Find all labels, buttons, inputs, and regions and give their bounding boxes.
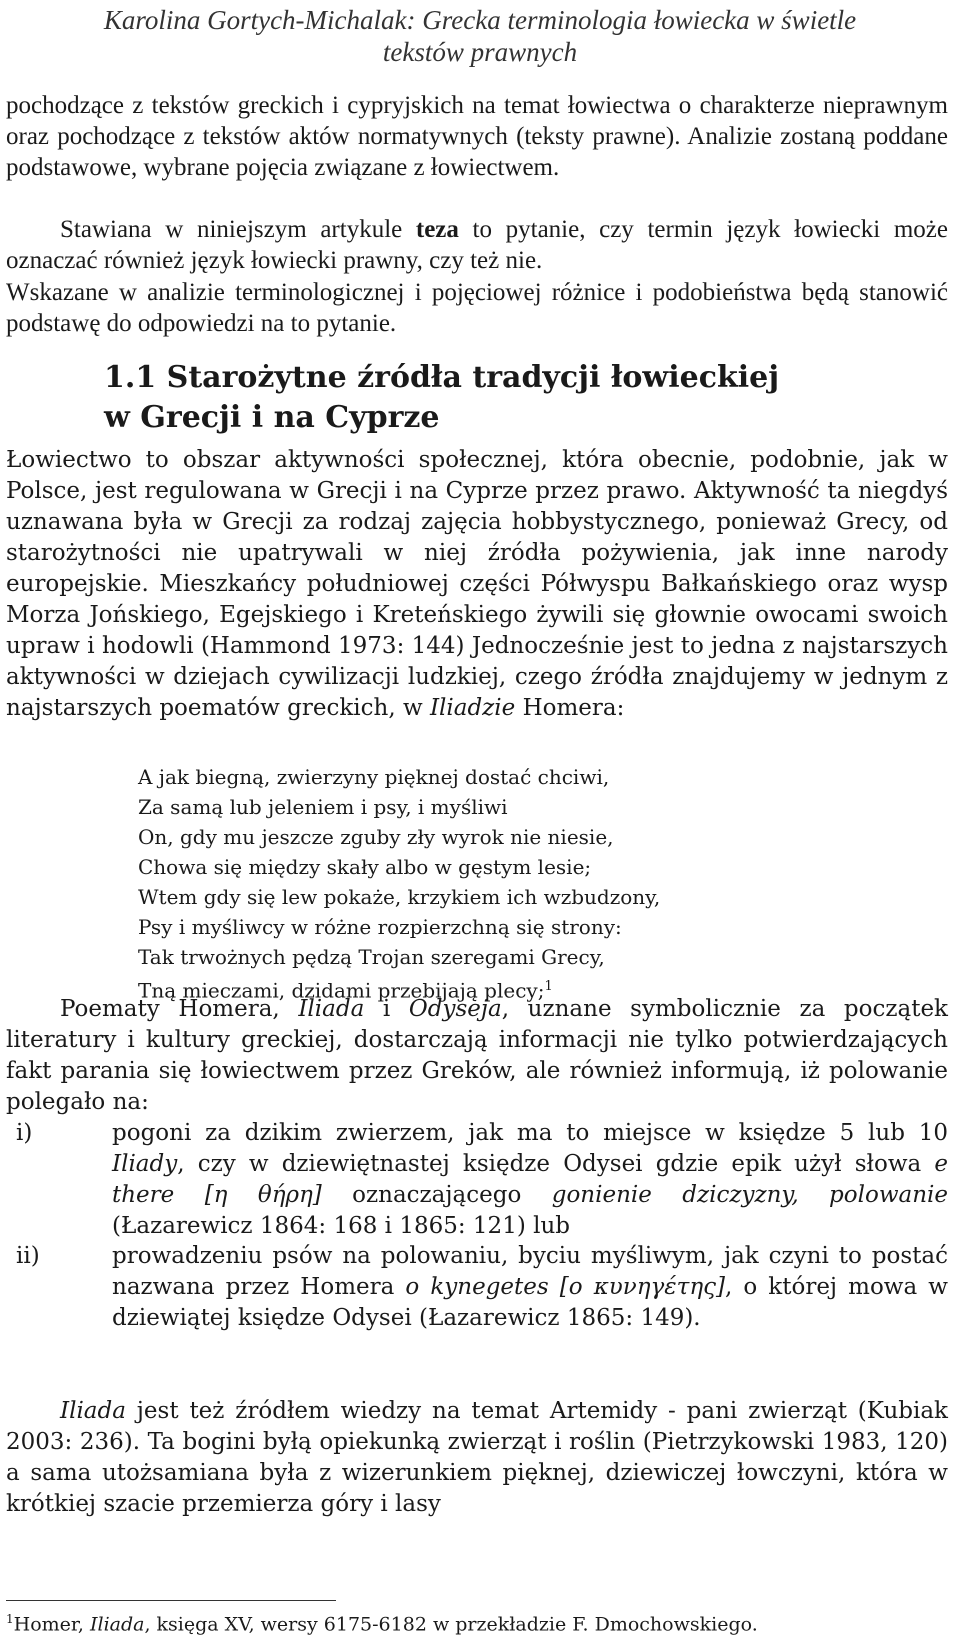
footnote-number: 1	[6, 1612, 14, 1626]
poem-line: Tak trwożnych pędzą Trojan szeregami Grecy,	[138, 945, 605, 969]
poem-quote	[138, 762, 938, 1006]
list-item: i) pogoni za dzikim zwierzem, jak ma to miejsce w księdze 5 lub 10 Iliady, czy w dziewiętnastej księdze Odysei gdzie epik użył słowa e there [η θήρη] oznaczającego gonienie dziczyzny, polowanie (Łazarewicz 1864: 168 i 1865: 121) lub	[16, 1120, 949, 1239]
body-paragraph-hunting: Łowiectwo to obszar aktywności społecznej, która obecnie, podobnie, jak w Polsce, jest regulowana w Grecji i na Cyprze przez prawo. Aktywność ta niegdyś uznawana była w Grecji za rodzaj zajęcia hobbystycznego, ponieważ Grecy, od starożytności nie upatrywali w niej źródła pożywienia, jak inne narody europejskie. Mieszkańcy południowej części Półwyspu Bałkańskiego oraz wysp Morza Jońskiego, Egejskiego i Kreteńskiego żywili się głownie owocami swoich upraw i hodowli (Hammond 1973: 144) Jednocześnie jest to jedna z najstarszych aktywności w dziejach cywilizacji ludzkiej, czego źródła znajdujemy w jednym z najstarszych poematów greckich, w Iliadzie Homera:	[6, 447, 948, 721]
poem-line: Tną mieczami, dzidami przebijają plecy;$^1$	[138, 978, 553, 1003]
poem-line: Wtem gdy się lew pokaże, krzykiem ich wzbudzony,	[138, 885, 661, 909]
section-heading	[104, 358, 948, 438]
list-marker: i)	[16, 1120, 33, 1146]
thesis-term: teza	[415, 216, 459, 243]
footnote: $^1$Homer, Iliada, księga XV, wersy 6175-6182 w przekładzie F. Dmochowskiego.	[6, 1612, 758, 1636]
running-header	[0, 4, 960, 68]
poem-line: On, gdy mu jeszcze zguby zły wyrok nie niesie,	[138, 825, 614, 849]
poem-line: Chowa się między skały albo w gęstym lesie;	[138, 855, 592, 879]
section-title-line-1: Starożytne źródła tradycji łowieckiej	[166, 360, 780, 395]
poem-line: A jak biegną, zwierzyny pięknej dostać chciwi,	[138, 765, 610, 789]
poem-line: Psy i myśliwcy w różne rozpierzchną się strony:	[138, 915, 622, 939]
body-paragraph-poems: Poematy Homera, Iliada i Odyseja, uznane symbolicznie za początek literatury i kultury greckiej, dostarczają informacji nie tylko potwierdzających fakt parania się łowiectwem przez Greków, ale również informują, iż polowanie polegało na:	[6, 996, 948, 1115]
list-marker: ii)	[16, 1243, 40, 1269]
list-item: ii) prowadzeniu psów na polowaniu, byciu myśliwym, jak czyni to postać nazwana przez Homera o kynegetes [ο κυνηγέτης], o której mowa w dziewiątej księdze Odysei (Łazarewicz 1865: 149).	[16, 1243, 948, 1331]
body-paragraph-artemis: Iliada jest też źródłem wiedzy na temat Artemidy - pani zwierząt (Kubiak 2003: 236). Ta bogini byłą opiekunką zwierząt i roślin (Pietrzykowski 1983, 120) a sama utożsamiana była z wizerunkiem pięknej, dziewiczej łowczyni, która w krótkiej szacie przemierza góry i lasy	[6, 1398, 948, 1517]
running-header-line-2: tekstów prawnych	[382, 37, 578, 67]
running-header-line-1: Karolina Gortych-Michalak: Grecka terminologia łowiecka w świetle	[103, 5, 857, 35]
intro-paragraph-2: Stawiana w niniejszym artykule teza to pytanie, czy termin język łowiecki może oznaczać również język łowiecki prawny, czy też nie.	[6, 216, 948, 274]
footnote-separator	[6, 1600, 336, 1601]
poem-line: Za samą lub jeleniem i psy, i myśliwi	[138, 795, 508, 819]
intro-paragraph-1: pochodzące z tekstów greckich i cypryjskich na temat łowiectwa o charakterze nieprawnym oraz pochodzące z tekstów aktów normatywnych (teksty prawne). Analizie zostaną poddane podstawowe, wybrane pojęcia związane z łowiectwem.	[6, 92, 948, 181]
intro-paragraph-3: Wskazane w analizie terminologicznej i pojęciowej różnice i podobieństwa będą stanowić podstawę do odpowiedzi na to pytanie.	[6, 279, 948, 337]
section-title-line-2: w Grecji i na Cyprze	[104, 400, 440, 435]
section-number: 1.1	[104, 360, 157, 395]
footnote-reference[interactable]: 1	[544, 979, 553, 994]
italic-title-iliadzie: Iliadzie	[429, 695, 516, 721]
